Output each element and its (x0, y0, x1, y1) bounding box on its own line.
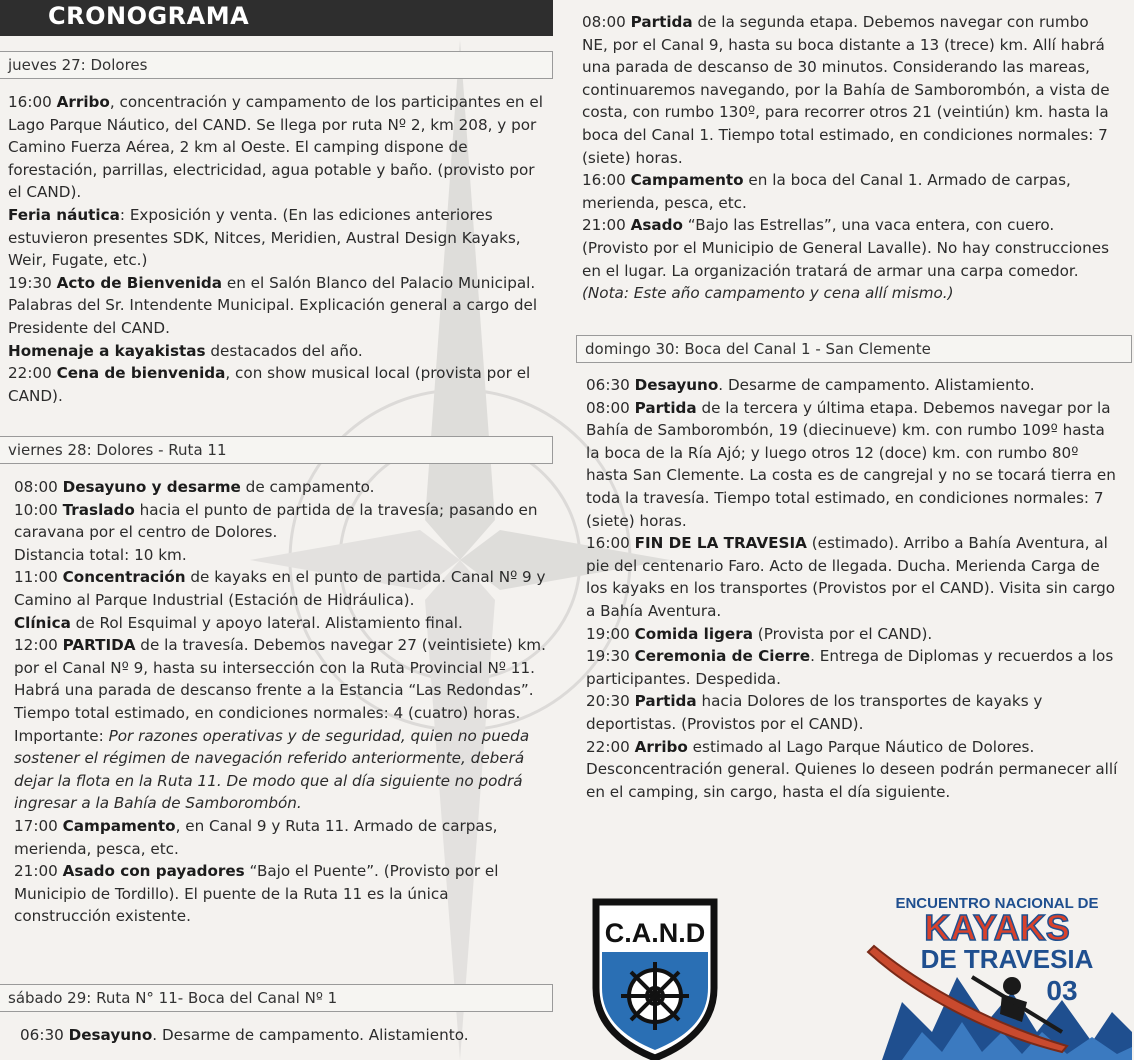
day-header-sunday: domingo 30: Boca del Canal 1 - San Clemente (576, 335, 1132, 363)
title-bar (0, 0, 553, 36)
schedule-item: 08:00 Desayuno y desarme de campamento. (14, 478, 375, 496)
cand-shield-logo (590, 896, 720, 1060)
schedule-item: 08:00 Partida de la segunda etapa. Debemos navegar con rumbo NE, por el Canal 9, hasta su boca distante a 13 (trece) km. Allí habrá una parada de descanso de 30 minutos. Considerando las mareas, continuaremos navegando, por la Bahía de Samborombón, a vista de costa, con rumbo 130º, para recorrer otros 21 (veintiún) km. hasta la boca del Canal 1. Tiempo total estimado, en condiciones normales: 7 (siete) horas. (582, 13, 1110, 167)
schedule-item: 16:00 Arribo, concentración y campamento de los participantes en el Lago Parque Náutico, del CAND. Se llega por ruta Nº 2, km 208, y por Camino Fuerza Aérea, 2 km al Oeste. El camping dispone de forestación, parrillas, electricidad, agua potable y baño. (provisto por el CAND). (8, 93, 543, 202)
schedule-item: 21:00 Asado con payadores “Bajo el Puente”. (Provisto por el Municipio de Tordillo). El puente de la Ruta 11 es la única construcción existente. (14, 862, 499, 926)
schedule-item: 16:00 FIN DE LA TRAVESIA (estimado). Arribo a Bahía Aventura, al pie del centenario Faro. Acto de llegada. Ducha. Merienda Carga de los kayaks en los transportes (Provistos por el CAND). Visita sin cargo a Bahía Aventura. (586, 534, 1116, 620)
svg-text:DE TRAVESIA: DE TRAVESIA (920, 944, 1094, 974)
day-schedule-saturday-continued (582, 11, 1118, 305)
schedule-item: Feria náutica: Exposición y venta. (En las ediciones anteriores estuvieron presentes SDK, Nitces, Meridien, Austral Design Kayaks, Weir, Fugate, etc.) (8, 205, 521, 270)
svg-text:KAYAKS: KAYAKS (924, 907, 1070, 948)
day-header-thursday: jueves 27: Dolores (0, 51, 553, 79)
schedule-item: 21:00 Asado “Bajo las Estrellas”, una vaca entera, con cuero. (Provisto por el Municipio de General Lavalle). No hay construcciones en el lugar. La organización tratará de armar una carpa comedor. (Nota: Este año campamento y cena allí mismo.) (582, 216, 1109, 303)
day-schedule-saturday-start (20, 1024, 550, 1047)
schedule-item: 11:00 Concentración de kayaks en el punto de partida. Canal Nº 9 y Camino al Parque Industrial (Estación de Hidráulica). (14, 568, 546, 609)
day-header-saturday: sábado 29: Ruta N° 11- Boca del Canal Nº 1 (0, 984, 553, 1012)
schedule-item: 12:00 PARTIDA de la travesía. Debemos navegar 27 (veintisiete) km. por el Canal Nº 9, hasta su intersección con la Ruta Provincial Nº 11. Habrá una parada de descanso frente a la Estancia “Las Redondas”. Tiempo total estimado, en condiciones normales: 4 (cuatro) horas. (14, 636, 546, 722)
schedule-item: Distancia total: 10 km. (14, 545, 187, 564)
schedule-item: 22:00 Arribo estimado al Lago Parque Náutico de Dolores. Desconcentración general. Quienes lo deseen podrán permanecer allí en el camping, sin cargo, hasta el día siguiente. (586, 737, 1118, 801)
day-schedule-friday (14, 476, 550, 928)
svg-text:C.A.N.D: C.A.N.D (604, 918, 706, 948)
schedule-item-note: Importante: Por razones operativas y de seguridad, quien no pueda sostener el régimen de navegación referido anteriormente, deberá dejar la flota en la Ruta 11. De modo que al día siguiente no podrá ingresar a la Bahía de Samborombón. (14, 726, 530, 813)
day-header-friday: viernes 28: Dolores - Ruta 11 (0, 436, 553, 464)
schedule-item: 22:00 Cena de bienvenida, con show musical local (provista por el CAND). (8, 364, 531, 405)
schedule-item: 06:30 Desayuno. Desarme de campamento. Alistamiento. (20, 1026, 469, 1044)
event-kayaks-logo (862, 882, 1132, 1060)
schedule-item: 17:00 Campamento, en Canal 9 y Ruta 11. Armado de carpas, merienda, pesca, etc. (14, 816, 498, 858)
schedule-item: 16:00 Campamento en la boca del Canal 1. Armado de carpas, merienda, pesca, etc. (582, 171, 1071, 212)
schedule-item: Clínica de Rol Esquimal y apoyo lateral. Alistamiento final. (14, 613, 463, 632)
schedule-item: Homenaje a kayakistas destacados del año. (8, 341, 363, 360)
day-schedule-sunday (586, 374, 1122, 803)
schedule-item: 20:30 Partida hacia Dolores de los transportes de kayaks y deportistas. (Provistos por el CAND). (586, 692, 1043, 733)
schedule-item: 19:30 Acto de Bienvenida en el Salón Blanco del Palacio Municipal. Palabras del Sr. Intendente Municipal. Explicación general a cargo del Presidente del CAND. (8, 273, 538, 337)
schedule-item: 10:00 Traslado hacia el punto de partida de la travesía; pasando en caravana por el centro de Dolores. (14, 500, 538, 542)
schedule-item: 19:00 Comida ligera (Provista por el CAND). (586, 624, 933, 643)
page-title: CRONOGRAMA (48, 2, 250, 30)
svg-text:03: 03 (1046, 975, 1078, 1006)
schedule-item: 06:30 Desayuno. Desarme de campamento. Alistamiento. (586, 376, 1035, 394)
schedule-item: 08:00 Partida de la tercera y última etapa. Debemos navegar por la Bahía de Samborombón, 19 (diecinueve) km. con rumbo 109º hasta la boca de la Ría Ajó; y luego otros 12 (doce) km. con rumbo 80º hasta San Clemente. La costa es de cangrejal y no se tocará tierra en toda la travesía. Tiempo total estimado, en condiciones normales: 7 (siete) horas. (586, 398, 1116, 530)
day-schedule-thursday (8, 91, 548, 407)
schedule-item: 19:30 Ceremonia de Cierre. Entrega de Diplomas y recuerdos a los participantes. Despedida. (586, 647, 1114, 688)
svg-text:ENCUENTRO NACIONAL DE: ENCUENTRO NACIONAL DE (895, 895, 1099, 912)
